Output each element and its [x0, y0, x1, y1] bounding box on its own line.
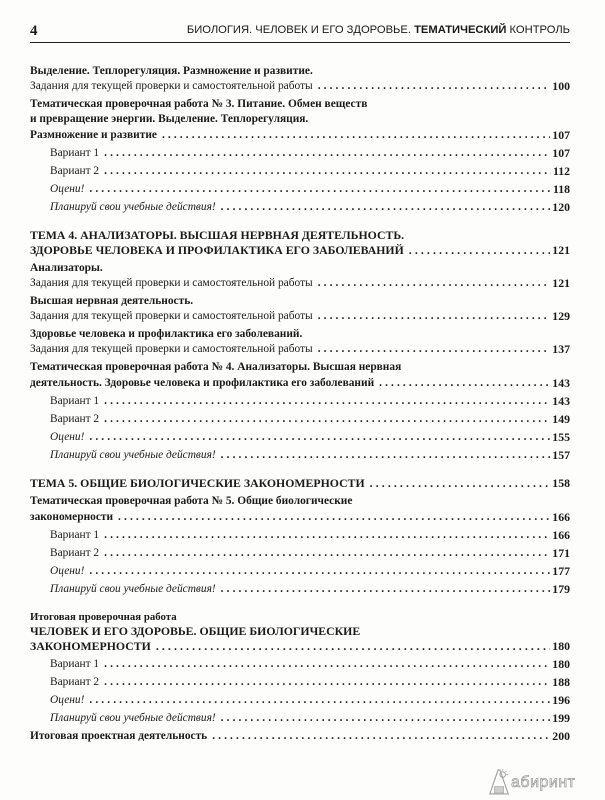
dot-leader — [221, 711, 551, 726]
dot-leader — [318, 309, 551, 324]
dot-leader — [318, 276, 551, 291]
toc-entry-page: 177 — [552, 564, 570, 578]
toc-entry-text: Оцени! — [50, 431, 85, 443]
toc-entry-text: Задания для текущей проверки и самостоятельной работы — [30, 80, 313, 92]
toc-entry-text: Итоговая проектная деятельность — [30, 730, 208, 742]
toc-heading-text: Здоровье человека и профилактика его заболеваний. — [30, 328, 303, 340]
dot-leader — [89, 430, 550, 445]
toc-entry-page: 180 — [552, 639, 570, 653]
labirint-logo-icon — [487, 766, 511, 796]
toc-theme-heading — [30, 228, 570, 243]
running-title-end: КОНТРОЛЬ — [509, 24, 570, 36]
dot-leader — [104, 164, 551, 179]
toc-entry-assess[interactable] — [50, 564, 570, 579]
toc-entry-page: 143 — [552, 376, 570, 390]
labirint-watermark — [487, 766, 599, 796]
dot-leader — [318, 342, 551, 357]
toc-entry-page: 158 — [552, 476, 570, 490]
toc-entry-variant[interactable] — [50, 412, 570, 427]
dot-leader — [104, 394, 550, 409]
toc-heading-text: ТЕМА 4. АНАЛИЗАТОРЫ. ВЫСШАЯ НЕРВНАЯ ДЕЯТЕЛЬНОСТЬ. — [30, 228, 405, 242]
toc-entry-text: Вариант 2 — [50, 165, 100, 177]
toc-entry-page: 180 — [552, 657, 570, 671]
toc-entry-text: Оцени! — [50, 694, 85, 706]
watermark-text: абиринт — [511, 774, 576, 791]
toc-heading-text: Тематическая проверочная работа № 3. Питание. Обмен веществ — [30, 98, 368, 110]
toc-entry[interactable] — [30, 309, 570, 324]
table-of-contents — [30, 0, 570, 800]
dot-leader — [370, 476, 551, 491]
toc-entry-text: Задания для текущей проверки и самостоятельной работы — [30, 343, 313, 355]
toc-entry-page: 137 — [552, 342, 570, 356]
toc-entry-text: ТЕМА 5. ОБЩИЕ БИОЛОГИЧЕСКИЕ ЗАКОНОМЕРНОСТИ — [30, 476, 365, 490]
toc-entry-text: Вариант 2 — [50, 547, 100, 559]
dot-leader — [212, 729, 550, 744]
toc-entry-project[interactable] — [30, 729, 570, 744]
toc-heading — [30, 64, 570, 79]
dot-leader — [162, 128, 550, 143]
toc-entry-text: деятельность. Здоровье человека и профилактика его заболеваний — [30, 377, 375, 389]
dot-leader — [89, 693, 550, 708]
toc-entry-text: Вариант 2 — [50, 413, 100, 425]
toc-entry[interactable] — [30, 342, 570, 357]
toc-entry-page: 166 — [552, 528, 570, 542]
toc-entry-page: 121 — [552, 276, 570, 290]
toc-heading-text: Выделение. Теплорегуляция. Размножение и развитие. — [30, 65, 313, 77]
dot-leader — [156, 639, 550, 654]
toc-entry[interactable] — [30, 79, 570, 94]
toc-heading — [30, 112, 570, 127]
toc-entry-page: 107 — [552, 128, 570, 142]
toc-heading-text: ЧЕЛОВЕК И ЕГО ЗДОРОВЬЕ. ОБЩИЕ БИОЛОГИЧЕСКИЕ — [30, 624, 361, 638]
toc-entry-page: 118 — [552, 182, 570, 196]
toc-heading-text: Тематическая проверочная работа № 4. Анализаторы. Высшая нервная — [30, 361, 402, 373]
toc-entry-page: 157 — [552, 448, 570, 462]
toc-entry-page: 171 — [552, 546, 570, 560]
toc-entry[interactable] — [30, 128, 570, 143]
running-title-regular: БИОЛОГИЯ. ЧЕЛОВЕК И ЕГО ЗДОРОВЬЕ. — [186, 24, 411, 36]
toc-entry-variant[interactable] — [50, 546, 570, 561]
toc-entry-page: 112 — [552, 164, 570, 178]
toc-entry-text: Задания для текущей проверки и самостоятельной работы — [30, 277, 313, 289]
dot-leader — [221, 582, 551, 597]
toc-heading — [30, 294, 570, 309]
toc-entry-text: Вариант 1 — [50, 147, 100, 159]
toc-entry-text: Планируй свои учебные действия! — [50, 712, 216, 724]
toc-entry-variant[interactable] — [50, 675, 570, 690]
toc-heading-text: и превращение энергии. Выделение. Теплорегуляция. — [30, 113, 309, 125]
toc-heading-text: Высшая нервная деятельность. — [30, 295, 194, 307]
toc-entry-text: ЗДОРОВЬЕ ЧЕЛОВЕКА И ПРОФИЛАКТИКА ЕГО ЗАБОЛЕВАНИЙ — [30, 243, 404, 257]
toc-entry-page: 100 — [552, 79, 570, 93]
toc-entry-text: ЗАКОНОМЕРНОСТИ — [30, 639, 151, 653]
toc-final-heading — [30, 610, 570, 625]
toc-heading-text: Анализаторы. — [30, 262, 103, 274]
toc-entry-text: закономерности — [30, 511, 114, 523]
toc-entry-text: Вариант 1 — [50, 529, 100, 541]
toc-heading — [30, 327, 570, 342]
toc-entry-page: 120 — [552, 200, 570, 214]
toc-heading-text: Тематическая проверочная работа № 5. Общие биологические — [30, 495, 353, 507]
toc-entry-page: 107 — [552, 146, 570, 160]
toc-entry-text: Вариант 1 — [50, 658, 100, 670]
dot-leader — [318, 79, 551, 94]
toc-entry-text: Вариант 2 — [50, 676, 100, 688]
toc-heading — [30, 494, 570, 509]
toc-heading — [30, 261, 570, 276]
dot-leader — [104, 657, 550, 672]
toc-entry-plan[interactable] — [50, 200, 570, 215]
page-number: 4 — [30, 23, 38, 39]
toc-heading — [30, 97, 570, 112]
toc-entry-variant[interactable] — [50, 146, 570, 161]
dot-leader — [221, 200, 551, 215]
toc-theme-entry[interactable] — [30, 476, 570, 491]
toc-entry-plan[interactable] — [50, 448, 570, 463]
dot-leader — [409, 243, 551, 258]
dot-leader — [89, 182, 551, 197]
dot-leader — [104, 412, 550, 427]
toc-entry-variant[interactable] — [50, 528, 570, 543]
toc-entry-page: 149 — [552, 412, 570, 426]
dot-leader — [104, 528, 550, 543]
toc-heading — [30, 360, 570, 375]
toc-entry-text: Оцени! — [50, 565, 85, 577]
toc-final-title — [30, 624, 570, 639]
toc-entry-variant[interactable] — [50, 657, 570, 672]
toc-entry-variant[interactable] — [50, 394, 570, 409]
toc-entry-assess[interactable] — [50, 182, 570, 197]
toc-entry-text: Планируй свои учебные действия! — [50, 201, 216, 213]
toc-entry-plan[interactable] — [50, 582, 570, 597]
dot-leader — [104, 546, 550, 561]
toc-entry[interactable] — [30, 276, 570, 291]
toc-entry-page: 179 — [552, 582, 570, 596]
running-title-bold: ТЕМАТИЧЕСКИЙ — [414, 24, 507, 36]
toc-entry-page: 166 — [552, 510, 570, 524]
toc-entry-page: 155 — [552, 430, 570, 444]
toc-entry-page: 200 — [552, 729, 570, 743]
toc-final-entry[interactable] — [30, 639, 570, 654]
toc-entry-plan[interactable] — [50, 711, 570, 726]
toc-entry-text: Задания для текущей проверки и самостоятельной работы — [30, 310, 313, 322]
toc-theme-entry[interactable] — [30, 243, 570, 258]
dot-leader — [118, 510, 550, 525]
dot-leader — [104, 146, 550, 161]
toc-entry-text: Планируй свои учебные действия! — [50, 449, 216, 461]
dot-leader — [379, 376, 550, 391]
toc-entry-text: Оцени! — [50, 183, 85, 195]
toc-entry[interactable] — [30, 510, 570, 525]
toc-entry-page: 188 — [552, 675, 570, 689]
toc-entry-text: Размножение и развитие — [30, 129, 157, 141]
dot-leader — [89, 564, 550, 579]
toc-entry-assess[interactable] — [50, 693, 570, 708]
toc-entry-page: 129 — [552, 309, 570, 323]
toc-entry[interactable] — [30, 376, 570, 391]
toc-entry-page: 196 — [552, 693, 570, 707]
toc-entry-variant[interactable] — [50, 164, 570, 179]
toc-entry-page: 199 — [552, 711, 570, 725]
toc-entry-text: Вариант 1 — [50, 395, 100, 407]
dot-leader — [221, 448, 551, 463]
toc-entry-page: 121 — [552, 243, 570, 257]
toc-entry-text: Планируй свои учебные действия! — [50, 583, 216, 595]
dot-leader — [104, 675, 550, 690]
toc-entry-assess[interactable] — [50, 430, 570, 445]
toc-heading-text: Итоговая проверочная работа — [30, 611, 177, 623]
toc-entry-page: 143 — [552, 394, 570, 408]
